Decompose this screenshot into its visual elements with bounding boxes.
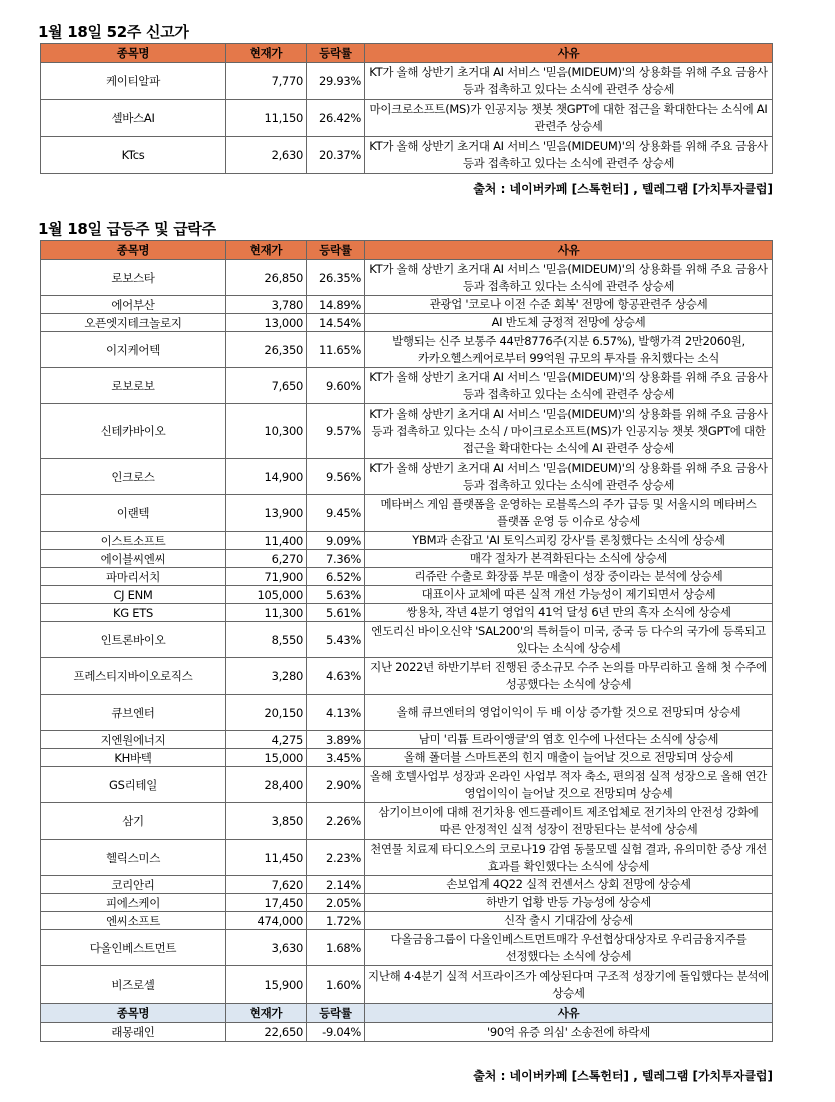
- change-rate: 11.65%: [307, 332, 365, 368]
- new-high-table: [40, 43, 773, 174]
- change-rate: 6.52%: [307, 568, 365, 586]
- section2-title: 1월 18일 급등주 및 급락주: [38, 220, 216, 238]
- table-row: [41, 332, 773, 368]
- reason-text: 대표이사 교체에 따른 실적 개선 가능성이 제기되면서 상승세: [365, 586, 773, 604]
- change-rate: 9.09%: [307, 532, 365, 550]
- stock-name: 파마리서치: [41, 568, 226, 586]
- stock-name: 셀바스AI: [41, 100, 226, 137]
- col-header-reason: 사유: [365, 241, 773, 260]
- stock-name: 로보스타: [41, 260, 226, 296]
- table-row: [41, 912, 773, 930]
- current-price: 7,650: [226, 368, 307, 404]
- current-price: 3,780: [226, 296, 307, 314]
- current-price: 20,150: [226, 695, 307, 731]
- current-price: 22,650: [226, 1023, 307, 1042]
- current-price: 71,900: [226, 568, 307, 586]
- table-row: [41, 622, 773, 658]
- reason-text: 올해 호텔사업부 성장과 온라인 사업부 적자 축소, 편의점 실적 성장으로 올해 연간 영업이익이 늘어날 것으로 전망되며 상승세: [365, 767, 773, 803]
- source-note: 출처 : 네이버카페 [스톡헌터] , 텔레그램 [가치투자클럽]: [473, 182, 773, 196]
- table-row: [41, 495, 773, 532]
- stock-name: KH바텍: [41, 749, 226, 767]
- change-rate: 26.35%: [307, 260, 365, 296]
- change-rate: 3.45%: [307, 749, 365, 767]
- reason-text: 신작 출시 기대감에 상승세: [365, 912, 773, 930]
- stock-name: 로보로보: [41, 368, 226, 404]
- current-price: 3,630: [226, 930, 307, 966]
- table-row: [41, 767, 773, 803]
- col-header-price: 현재가: [226, 1004, 307, 1023]
- current-price: 13,000: [226, 314, 307, 332]
- current-price: 17,450: [226, 894, 307, 912]
- stock-name: CJ ENM: [41, 586, 226, 604]
- change-rate: 14.89%: [307, 296, 365, 314]
- reason-text: KT가 올해 상반기 초거대 AI 서비스 '믿음(MIDEUM)'의 상용화를 위해 주요 금융사 등과 접촉하고 있다는 소식 / 마이크로소프트(MS)가 인공지능 챗봇 챗GPT에 대한 접근을 확대한다는 소식에 AI 관련주 상승세: [365, 404, 773, 459]
- current-price: 105,000: [226, 586, 307, 604]
- change-rate: 1.60%: [307, 966, 365, 1004]
- table-row: [41, 260, 773, 296]
- col-header-change: 등락률: [307, 44, 365, 63]
- header-row: [41, 241, 773, 260]
- header-row: [41, 44, 773, 63]
- table-row: [41, 368, 773, 404]
- stock-name: 비즈로셀: [41, 966, 226, 1004]
- stock-name: 코리안리: [41, 876, 226, 894]
- current-price: 474,000: [226, 912, 307, 930]
- stock-name: 다올인베스트먼트: [41, 930, 226, 966]
- current-price: 11,400: [226, 532, 307, 550]
- reason-text: KT가 올해 상반기 초거대 AI 서비스 '믿음(MIDEUM)'의 상용화를 위해 주요 금융사 등과 접촉하고 있다는 소식에 관련주 상승세: [365, 137, 773, 174]
- change-rate: 2.05%: [307, 894, 365, 912]
- stock-name: 지엔원에너지: [41, 731, 226, 749]
- stock-name: 헬릭스미스: [41, 840, 226, 876]
- stock-name: KTcs: [41, 137, 226, 174]
- reason-text: YBM과 손잡고 'AI 토익스피킹 강사'를 론칭했다는 소식에 상승세: [365, 532, 773, 550]
- reason-text: 지난해 4·4분기 실적 서프라이즈가 예상된다며 구조적 성장기에 돌입했다는 분석에 상승세: [365, 966, 773, 1004]
- change-rate: 9.60%: [307, 368, 365, 404]
- change-rate: 2.23%: [307, 840, 365, 876]
- reason-text: 엔도리신 바이오신약 'SAL200'의 특허들이 미국, 중국 등 다수의 국가에 등록되고 있다는 소식에 상승세: [365, 622, 773, 658]
- reason-text: 지난 2022년 하반기부터 진행된 중소규모 수주 논의를 마무리하고 올해 첫 수주에 성공했다는 소식에 상승세: [365, 658, 773, 695]
- reason-text: 쌍용차, 작년 4분기 영업익 41억 달성 6년 만의 흑자 소식에 상승세: [365, 604, 773, 622]
- table-row: [41, 604, 773, 622]
- reason-text: 천연물 치료제 타디오스의 코로나19 감염 동물모델 실험 결과, 유의미한 증상 개선 효과를 확인했다는 소식에 상승세: [365, 840, 773, 876]
- change-rate: -9.04%: [307, 1023, 365, 1042]
- table-row: [41, 731, 773, 749]
- table-row: [41, 840, 773, 876]
- reason-text: KT가 올해 상반기 초거대 AI 서비스 '믿음(MIDEUM)'의 상용화를 위해 주요 금융사 등과 접촉하고 있다는 소식에 관련주 상승세: [365, 459, 773, 495]
- stock-name: 래몽래인: [41, 1023, 226, 1042]
- table-row: [41, 930, 773, 966]
- current-price: 11,450: [226, 840, 307, 876]
- change-rate: 20.37%: [307, 137, 365, 174]
- col-header-name: 종목명: [41, 241, 226, 260]
- reason-text: KT가 올해 상반기 초거대 AI 서비스 '믿음(MIDEUM)'의 상용화를 위해 주요 금융사 등과 접촉하고 있다는 소식에 관련주 상승세: [365, 260, 773, 296]
- current-price: 14,900: [226, 459, 307, 495]
- change-rate: 4.13%: [307, 695, 365, 731]
- stock-name: 피에스케이: [41, 894, 226, 912]
- movers-table: [40, 240, 773, 1042]
- current-price: 3,850: [226, 803, 307, 840]
- table-row: [41, 532, 773, 550]
- current-price: 13,900: [226, 495, 307, 532]
- table-row: [41, 658, 773, 695]
- reason-text: KT가 올해 상반기 초거대 AI 서비스 '믿음(MIDEUM)'의 상용화를 위해 주요 금융사 등과 접촉하고 있다는 소식에 관련주 상승세: [365, 368, 773, 404]
- col-header-price: 현재가: [226, 44, 307, 63]
- current-price: 7,770: [226, 63, 307, 100]
- reason-text: 올해 폴더블 스마트폰의 힌지 매출이 늘어날 것으로 전망되며 상승세: [365, 749, 773, 767]
- current-price: 2,630: [226, 137, 307, 174]
- source-note: 출처 : 네이버카페 [스톡헌터] , 텔레그램 [가치투자클럽]: [473, 1069, 773, 1083]
- stock-name: 이지케어텍: [41, 332, 226, 368]
- change-rate: 5.43%: [307, 622, 365, 658]
- stock-name: 인트론바이오: [41, 622, 226, 658]
- change-rate: 2.14%: [307, 876, 365, 894]
- table-row: [41, 695, 773, 731]
- current-price: 4,275: [226, 731, 307, 749]
- change-rate: 5.63%: [307, 586, 365, 604]
- stock-name: 오픈엣지테크놀로지: [41, 314, 226, 332]
- current-price: 11,300: [226, 604, 307, 622]
- col-header-name: 종목명: [41, 1004, 226, 1023]
- current-price: 28,400: [226, 767, 307, 803]
- change-rate: 1.68%: [307, 930, 365, 966]
- table-row: [41, 749, 773, 767]
- change-rate: 4.63%: [307, 658, 365, 695]
- reason-text: 메타버스 게임 플랫폼을 운영하는 로블록스의 주가 급등 및 서울시의 메타버스 플랫폼 운영 등 이슈로 상승세: [365, 495, 773, 532]
- table-row: [41, 894, 773, 912]
- header-row: [41, 1004, 773, 1023]
- col-header-price: 현재가: [226, 241, 307, 260]
- change-rate: 5.61%: [307, 604, 365, 622]
- table-row: [41, 63, 773, 100]
- table-row: [41, 568, 773, 586]
- reason-text: 하반기 업황 반등 가능성에 상승세: [365, 894, 773, 912]
- stock-name: 프레스티지바이오로직스: [41, 658, 226, 695]
- table-row: [41, 803, 773, 840]
- reason-text: 발행되는 신주 보통주 44만8776주(지분 6.57%), 발행가격 2만2060원, 카카오헬스케어로부터 99억원 규모의 투자를 유치했다는 소식: [365, 332, 773, 368]
- table-row: [41, 296, 773, 314]
- stock-name: GS리테일: [41, 767, 226, 803]
- change-rate: 14.54%: [307, 314, 365, 332]
- stock-name: 큐브엔터: [41, 695, 226, 731]
- current-price: 26,350: [226, 332, 307, 368]
- reason-text: 다올금융그룹이 다올인베스트먼트매각 우선협상대상자로 우리금융지주를 선정했다는 소식에 상승세: [365, 930, 773, 966]
- table-row: [41, 876, 773, 894]
- reason-text: 매각 절차가 본격화된다는 소식에 상승세: [365, 550, 773, 568]
- reason-text: 남미 '리튬 트라이앵글'의 염호 인수에 나선다는 소식에 상승세: [365, 731, 773, 749]
- table-row: [41, 1023, 773, 1042]
- reason-text: '90억 유증 의심' 소송전에 하락세: [365, 1023, 773, 1042]
- reason-text: 올해 큐브엔터의 영업이익이 두 배 이상 증가할 것으로 전망되며 상승세: [365, 695, 773, 731]
- change-rate: 9.56%: [307, 459, 365, 495]
- reason-text: 관광업 '코로나 이전 수준 회복' 전망에 항공관련주 상승세: [365, 296, 773, 314]
- table-row: [41, 314, 773, 332]
- current-price: 6,270: [226, 550, 307, 568]
- stock-name: 인크로스: [41, 459, 226, 495]
- col-header-reason: 사유: [365, 1004, 773, 1023]
- col-header-change: 등락률: [307, 1004, 365, 1023]
- change-rate: 29.93%: [307, 63, 365, 100]
- table-row: [41, 586, 773, 604]
- change-rate: 3.89%: [307, 731, 365, 749]
- change-rate: 9.57%: [307, 404, 365, 459]
- table-row: [41, 550, 773, 568]
- current-price: 26,850: [226, 260, 307, 296]
- current-price: 15,000: [226, 749, 307, 767]
- current-price: 15,900: [226, 966, 307, 1004]
- reason-text: AI 반도체 긍정적 전망에 상승세: [365, 314, 773, 332]
- reason-text: KT가 올해 상반기 초거대 AI 서비스 '믿음(MIDEUM)'의 상용화를 위해 주요 금융사 등과 접촉하고 있다는 소식에 관련주 상승세: [365, 63, 773, 100]
- change-rate: 9.45%: [307, 495, 365, 532]
- stock-name: KG ETS: [41, 604, 226, 622]
- col-header-reason: 사유: [365, 44, 773, 63]
- current-price: 11,150: [226, 100, 307, 137]
- stock-name: 신테카바이오: [41, 404, 226, 459]
- reason-text: 삼기이브이에 대해 전기차용 엔드플레이트 제조업체로 전기차의 안전성 강화에 따른 안정적인 실적 성장이 전망된다는 분석에 상승세: [365, 803, 773, 840]
- table-row: [41, 137, 773, 174]
- change-rate: 2.26%: [307, 803, 365, 840]
- stock-name: 에이블씨엔씨: [41, 550, 226, 568]
- current-price: 3,280: [226, 658, 307, 695]
- change-rate: 7.36%: [307, 550, 365, 568]
- table-row: [41, 459, 773, 495]
- col-header-change: 등락률: [307, 241, 365, 260]
- reason-text: 마이크로소프트(MS)가 인공지능 챗봇 챗GPT에 대한 접근을 확대한다는 소식에 AI 관련주 상승세: [365, 100, 773, 137]
- stock-name: 이스트소프트: [41, 532, 226, 550]
- table-row: [41, 966, 773, 1004]
- stock-name: 삼기: [41, 803, 226, 840]
- current-price: 8,550: [226, 622, 307, 658]
- col-header-name: 종목명: [41, 44, 226, 63]
- stock-name: 엔씨소프트: [41, 912, 226, 930]
- current-price: 10,300: [226, 404, 307, 459]
- reason-text: 리쥬란 수출로 화장품 부문 매출이 성장 중이라는 분석에 상승세: [365, 568, 773, 586]
- stock-name: 에어부산: [41, 296, 226, 314]
- change-rate: 1.72%: [307, 912, 365, 930]
- table-row: [41, 404, 773, 459]
- current-price: 7,620: [226, 876, 307, 894]
- stock-name: 이랜텍: [41, 495, 226, 532]
- table-row: [41, 100, 773, 137]
- change-rate: 26.42%: [307, 100, 365, 137]
- stock-name: 케이티알파: [41, 63, 226, 100]
- reason-text: 손보업계 4Q22 실적 컨센서스 상회 전망에 상승세: [365, 876, 773, 894]
- change-rate: 2.90%: [307, 767, 365, 803]
- section1-title: 1월 18일 52주 신고가: [38, 23, 189, 41]
